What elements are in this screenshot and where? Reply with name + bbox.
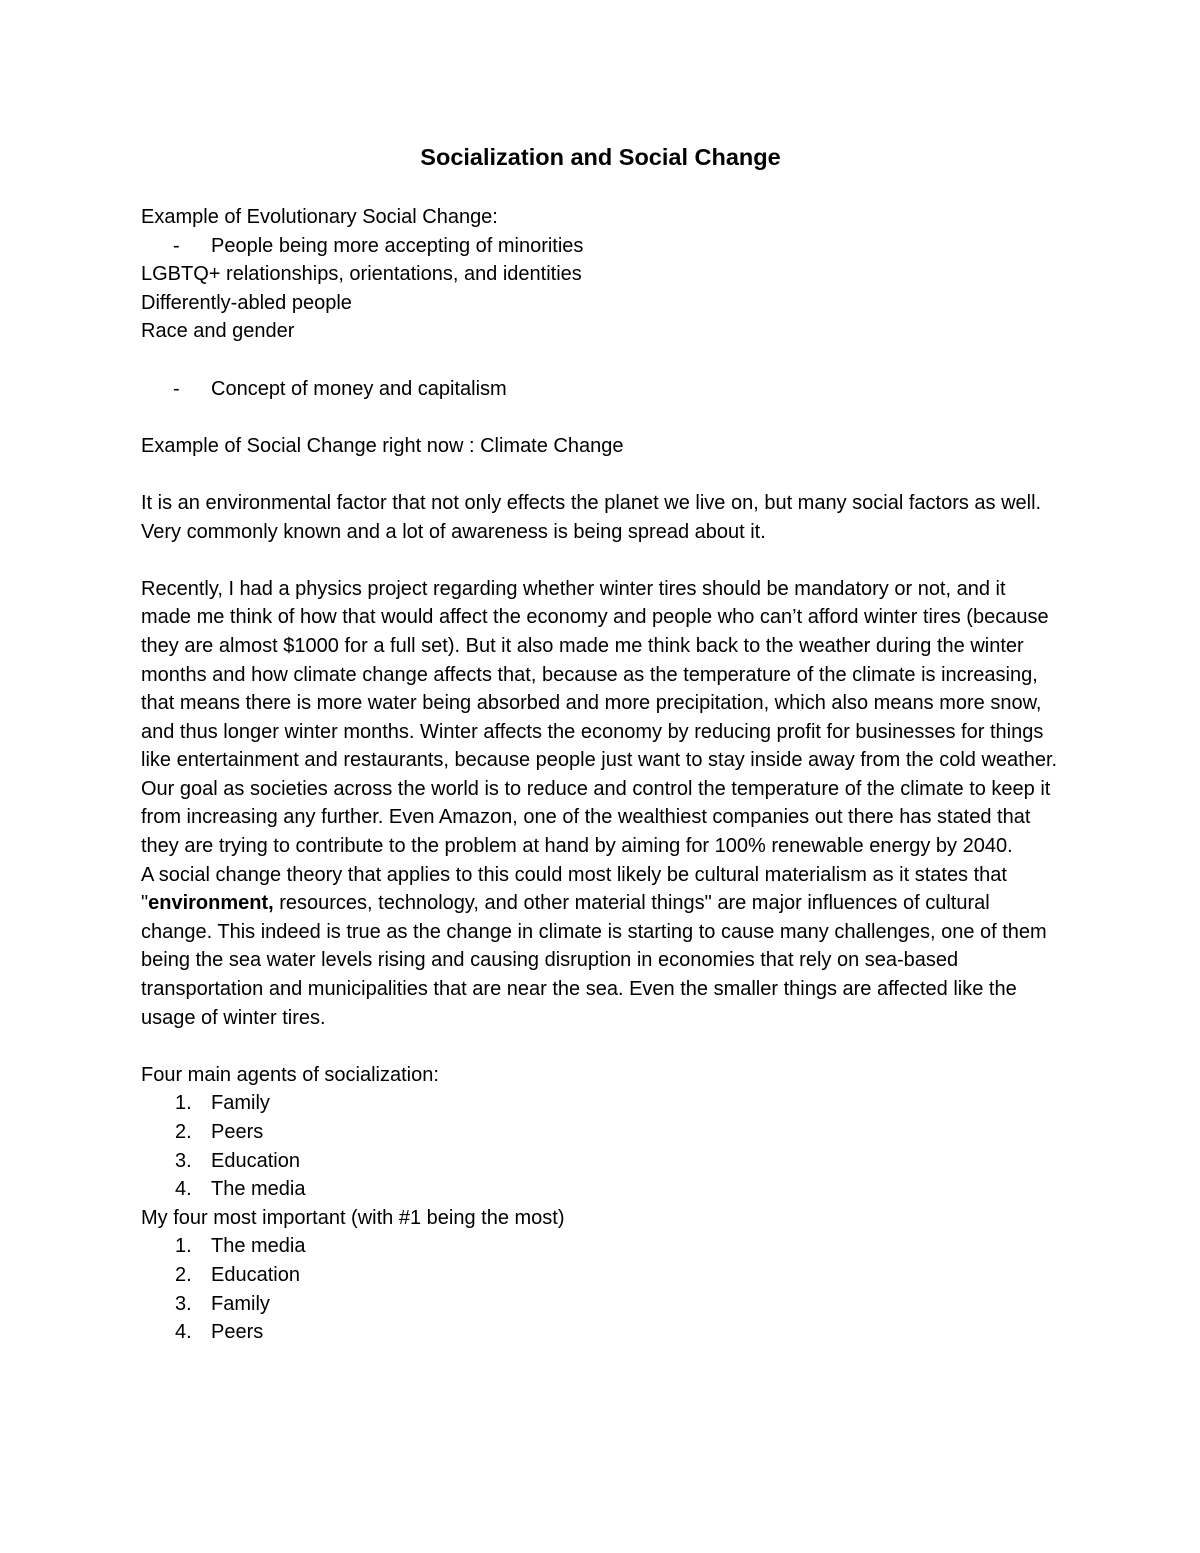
- list-label: Education: [211, 1149, 300, 1172]
- list-number: 4.: [175, 1178, 192, 1201]
- list-label: Family: [211, 1292, 270, 1315]
- blank-line: [141, 403, 1060, 432]
- bullet-marker: -: [173, 377, 180, 400]
- agents-section: [141, 1061, 1060, 1204]
- blank-line: [141, 460, 1060, 489]
- list-number: 4.: [175, 1321, 192, 1344]
- list-label: The media: [211, 1235, 306, 1258]
- ranking-section: [141, 1204, 1060, 1347]
- paragraph-text: resources, technology, and other material things" are major influences of cultural change. This indeed is true as the change in climate is starting to cause many challenges, one of them being the sea water levels rising and causing disruption in economies that rely on sea-based transportation and municipalities that are near the sea. Even the smaller things are affected like the usage of winter tires.: [141, 892, 1047, 1029]
- list-label: Peers: [211, 1321, 264, 1344]
- paragraph-text: A social change theory that applies to this could most likely be cultural materialism as it states that ": [141, 863, 1007, 915]
- paragraph: [141, 861, 1060, 1033]
- bullet-text: Concept of money and capitalism: [211, 377, 507, 400]
- list-label: Family: [211, 1092, 270, 1115]
- list-item: [141, 1318, 1060, 1347]
- list-number: 2.: [175, 1263, 192, 1286]
- document-title: Socialization and Social Change: [420, 144, 781, 170]
- bullet-item: [141, 375, 1060, 404]
- evolutionary-section: [141, 203, 1060, 403]
- paragraph: It is an environmental factor that not only effects the planet we live on, but many social factors as well. Very commonly known and a lot of awareness is being spread about it.: [141, 491, 1042, 543]
- list-item: [141, 1290, 1060, 1319]
- list-label: The media: [211, 1178, 306, 1201]
- list-number: 3.: [175, 1292, 192, 1315]
- bullet-marker: -: [173, 234, 180, 257]
- list-item: [141, 1175, 1060, 1204]
- current-heading: Example of Social Change right now : Climate Change: [141, 434, 624, 457]
- list-item: [141, 1232, 1060, 1261]
- blank-line: [141, 346, 1060, 375]
- list-item: [141, 1118, 1060, 1147]
- list-number: 2.: [175, 1121, 192, 1143]
- blank-line: [141, 546, 1060, 575]
- bullet-text: People being more accepting of minorities: [211, 234, 584, 257]
- agents-heading: Four main agents of socialization:: [141, 1063, 439, 1086]
- list-item: [141, 1089, 1060, 1118]
- blank-line: [141, 1032, 1060, 1061]
- list-number: 3.: [175, 1149, 192, 1172]
- list-label: Peers: [211, 1121, 264, 1143]
- paragraph: Recently, I had a physics project regarding whether winter tires should be mandatory or not, and it made me think of how that would affect the economy and people who can’t afford winter tires (because they are almost $1000 for a full set). But it also made me think back to the weather during the winter months and how climate change affects that, because as the temperature of the climate is increasing, that means there is more water being absorbed and more precipitation, which also means more snow, and thus longer winter months. Winter affects the economy by reducing profit for businesses for things like entertainment and restaurants, because people just want to stay inside away from the cold weather. Our goal as societies across the world is to reduce and control the temperature of the climate to keep it from increasing any further. Even Amazon, one of the wealthiest companies out there has stated that they are trying to contribute to the problem at hand by aiming for 100% renewable energy by 2040.: [141, 577, 1058, 858]
- list-label: Education: [211, 1263, 300, 1286]
- evolutionary-heading: Example of Evolutionary Social Change:: [141, 206, 498, 228]
- subline: Race and gender: [141, 320, 295, 343]
- subline: Differently-abled people: [141, 291, 352, 314]
- list-number: 1.: [175, 1235, 192, 1258]
- subline: LGBTQ+ relationships, orientations, and identities: [141, 263, 582, 286]
- list-item: [141, 1147, 1060, 1176]
- list-number: 1.: [175, 1092, 192, 1115]
- bold-term: environment,: [148, 892, 274, 915]
- list-item: [141, 1261, 1060, 1290]
- ranking-heading: My four most important (with #1 being the most): [141, 1206, 565, 1229]
- current-section: [141, 432, 1060, 1032]
- bullet-item: [141, 232, 1060, 261]
